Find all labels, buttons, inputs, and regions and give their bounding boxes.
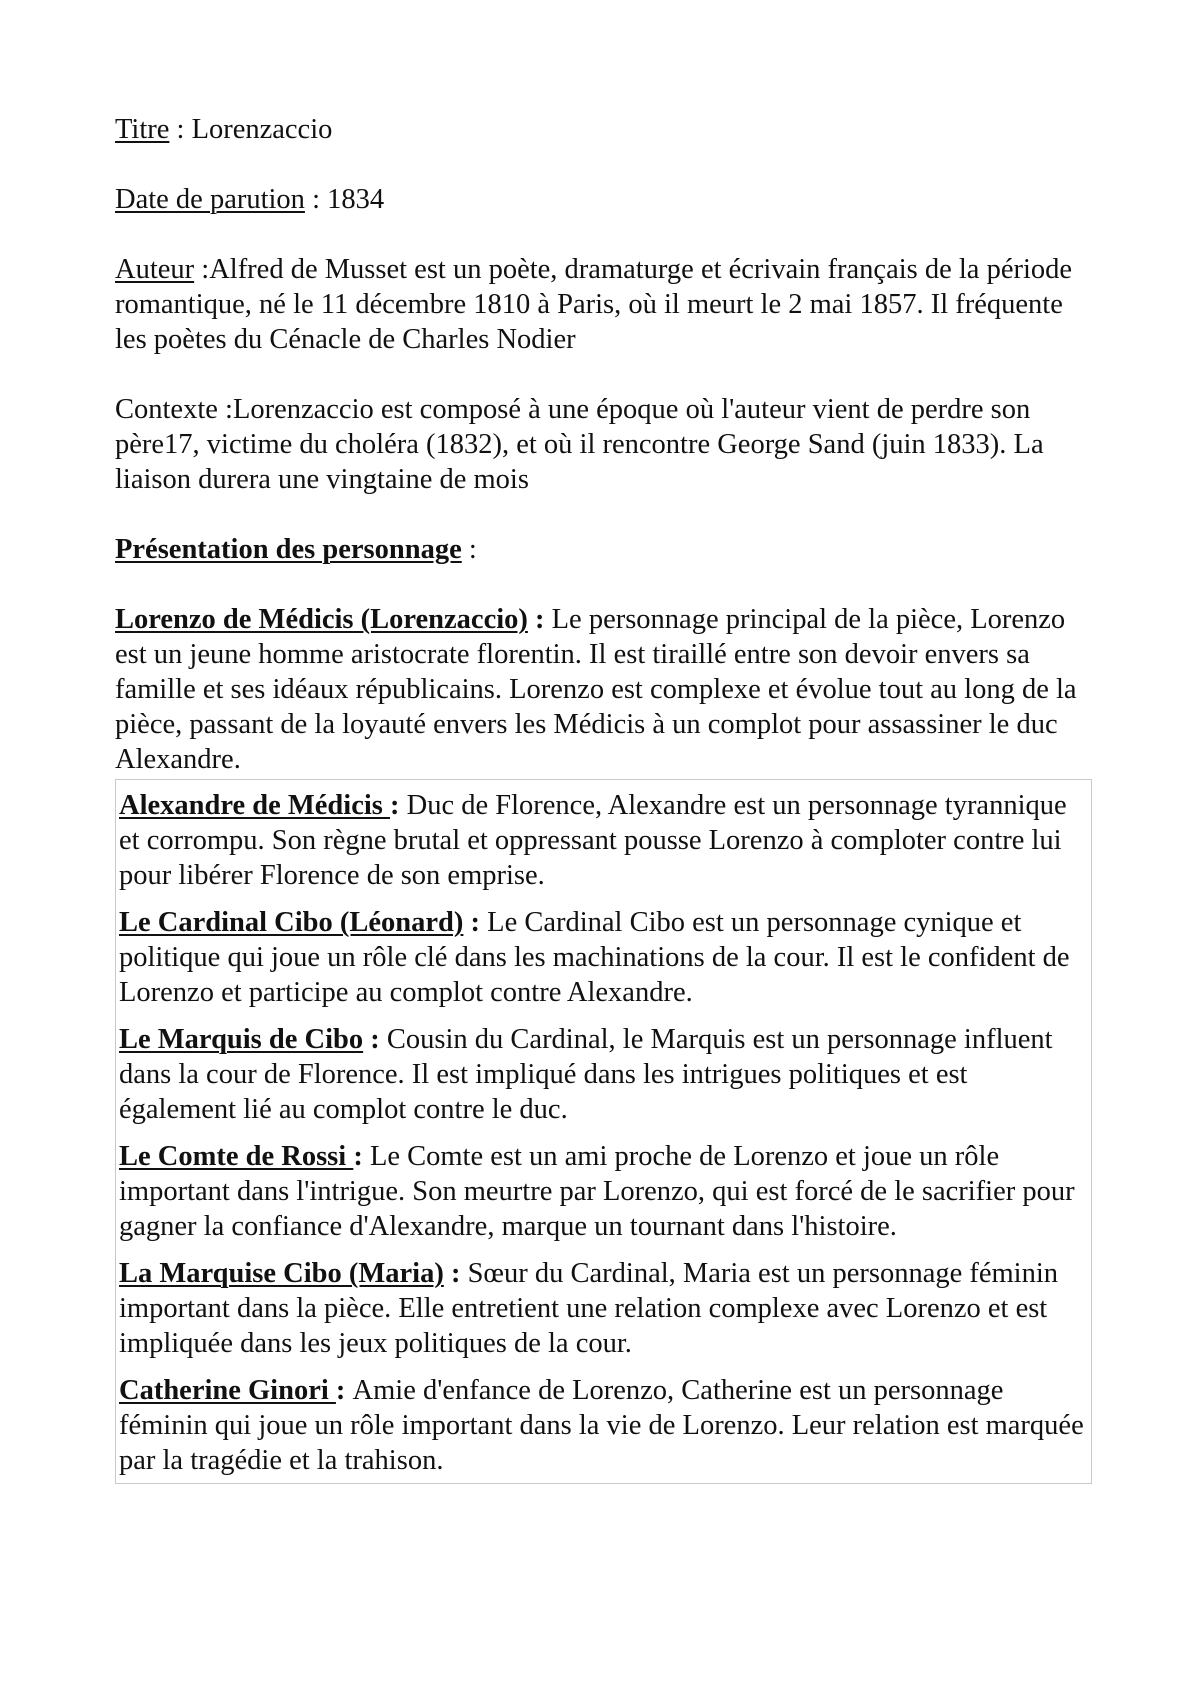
character-separator: : [443, 1258, 468, 1289]
character-catherine-ginori [119, 1373, 1091, 1478]
context-paragraph [115, 392, 1095, 497]
character-description: Sœur du Cardinal, Maria est un personnage féminin important dans la pièce. Elle entretient une relation complexe avec Lorenzo et est impliquée dans les jeux politiques de la cour. [119, 1258, 1059, 1359]
context-text: Contexte :Lorenzaccio est composé à une époque où l'auteur vient de perdre son père17, victime du choléra (1832), et où il rencontre George Sand (juin 1833). La liaison durera une vingtaine de mois [115, 394, 1044, 495]
character-name: Le Comte de Rossi [119, 1141, 354, 1172]
character-description: Amie d'enfance de Lorenzo, Catherine est un personnage féminin qui joue un rôle important dans la vie de Lorenzo. Leur relation est marquée par la tragédie et la trahison. [119, 1375, 1084, 1476]
character-separator: : [527, 604, 552, 635]
character-cardinal-cibo [119, 905, 1091, 1010]
date-value: 1834 [327, 184, 385, 215]
characters-heading-label: Présentation des personnage [115, 534, 462, 565]
character-lorenzo [115, 602, 1095, 777]
characters-box [115, 779, 1092, 1484]
character-separator: : [463, 907, 488, 938]
date-line [115, 182, 1095, 217]
document-page [115, 112, 1095, 1484]
character-description: Le Cardinal Cibo est un personnage cynique et politique qui joue un rôle clé dans les machinations de la cour. Il est le confident de Lorenzo et participe au complot contre Alexandre. [119, 907, 1070, 1008]
character-marquise-cibo [119, 1256, 1091, 1361]
author-paragraph [115, 252, 1095, 357]
author-text: Alfred de Musset est un poète, dramaturge et écrivain français de la période romantique, né le 11 décembre 1810 à Paris, où il meurt le 2 mai 1857. Il fréquente les poètes du Cénacle de Charles Nodier [115, 254, 1073, 355]
date-separator: : [304, 184, 328, 215]
title-line [115, 112, 1095, 147]
character-separator: : [363, 1024, 387, 1055]
date-label: Date de parution [115, 184, 305, 215]
character-separator: : [335, 1375, 353, 1406]
character-name: Le Cardinal Cibo (Léonard) [119, 907, 464, 938]
character-comte-rossi [119, 1139, 1091, 1244]
character-separator: : [353, 1141, 370, 1172]
characters-heading [115, 532, 1095, 567]
author-label: Auteur [115, 254, 195, 285]
character-name: La Marquise Cibo (Maria) [119, 1258, 444, 1289]
character-description: Duc de Florence, Alexandre est un personnage tyrannique et corrompu. Son règne brutal et oppressant pousse Lorenzo à comploter contre lui pour libérer Florence de son emprise. [119, 790, 1067, 891]
character-description: Le personnage principal de la pièce, Lorenzo est un jeune homme aristocrate florentin. Il est tiraillé entre son devoir envers sa famille et ses idéaux républicains. Lorenzo est complexe et évolue tout au long de la pièce, passant de la loyauté envers les Médicis à un complot pour assassiner le duc Alexandre. [115, 604, 1077, 775]
character-name: Alexandre de Médicis [119, 790, 390, 821]
title-label: Titre [115, 114, 170, 145]
title-separator: : [169, 114, 192, 145]
character-name: Le Marquis de Cibo [119, 1024, 364, 1055]
author-separator: : [194, 254, 210, 285]
character-name: Catherine Ginori [119, 1375, 336, 1406]
character-alexandre [119, 788, 1091, 893]
character-description: Le Comte est un ami proche de Lorenzo et joue un rôle important dans l'intrigue. Son meurtre par Lorenzo, qui est forcé de le sacrifier pour gagner la confiance d'Alexandre, marque un tournant dans l'histoire. [119, 1141, 1075, 1242]
character-name: Lorenzo de Médicis (Lorenzaccio) [115, 604, 528, 635]
character-separator: : [390, 790, 407, 821]
character-description: Cousin du Cardinal, le Marquis est un personnage influent dans la cour de Florence. Il est impliqué dans les intrigues politiques et est également lié au complot contre le duc. [119, 1024, 1053, 1125]
title-value: Lorenzaccio [191, 114, 333, 145]
character-marquis-cibo [119, 1022, 1091, 1127]
characters-heading-separator: : [461, 534, 477, 565]
